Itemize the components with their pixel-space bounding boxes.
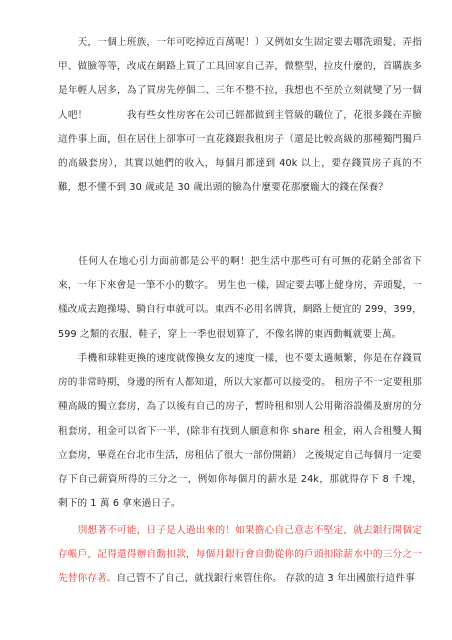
paragraph-2 — [58, 250, 422, 347]
paragraph-1-text: 天，一個上班族，一年可吃掉近百萬呢！）又例如女生固定要去哪洗頭髮、弄指甲、做臉等等，改成在網路上買了工具回家自己弄，微整型，拉皮什麼的，首購族多是年輕人居多，為了買房先停個二、三年不整不拉，我想也不至於立刻就變了另一個人吧！ 我有些女性房客在公司已經都做到主管級的職位了，花很多錢在弄臉這件事上面，但在居住上卻寧可一直花錢跟我租房子（還是比較高級的那種獨門獨戶的高級套房），其實以她們的收入，每個月都達到 40k 以上，要存錢買房子真的不難，想不懂不到 30 歲或是 30 歲出頭的臉為什麼要花那麼龐大的錢在保養？ — [58, 37, 422, 194]
paragraph-3 — [58, 347, 422, 516]
paragraph-4 — [58, 519, 422, 592]
paragraph-2-text: 任何人在地心引力面前都是公平的啊！把生活中那些可有可無的花銷全部省下來，一年下來會是一筆不小的數字。 男生也一樣，固定要去哪上健身房，弄頭髮，一樣改成去跑操場、騎自行車就可以。東西不必用名牌貨，網路上便宜的 299，399，599 之類的衣服、鞋子，穿上一季也很划算了，不像名牌的東西動輒就要上萬。 — [58, 256, 422, 340]
paragraph-3-text: 手機和球鞋更換的速度就像換女友的速度一樣，也不要太過頻繁，你是在存錢買房的非常時期，身邊的所有人都知道，所以大家都可以接受的。 租房子不一定要租那種高級的獨立套房，為了以後有自己的房子，暫時租和別人公用衛浴設備及廚房的分租套房，租金可以省下一半，(除非有找到人願意和你 share 租金，兩人合租雙人獨立套房，畢竟在台北市生活，房租佔了很大一部份開銷） 之後規定自己每個月一定要存下自己薪資所得的三分之一，例如你每個月的薪水是 24k，那就得存下 8 千塊，剩下的 1 萬 6 拿來過日子。 — [58, 353, 422, 510]
paragraph-4-text: 自己管不了自己，就找銀行來管住你。 存款的這 3 年出國旅行這件事 — [116, 573, 415, 585]
paragraph-1 — [58, 31, 422, 200]
paragraph-4-highlight-text: 別想著不可能，日子是人過出來的！如果擔心自己意志不堅定，就去銀行開個定存帳戶，記得還得辦自動扣款，每個月銀行會自動從你的戶頭扣除薪水中的三分之一先替你存著。 — [58, 525, 422, 585]
